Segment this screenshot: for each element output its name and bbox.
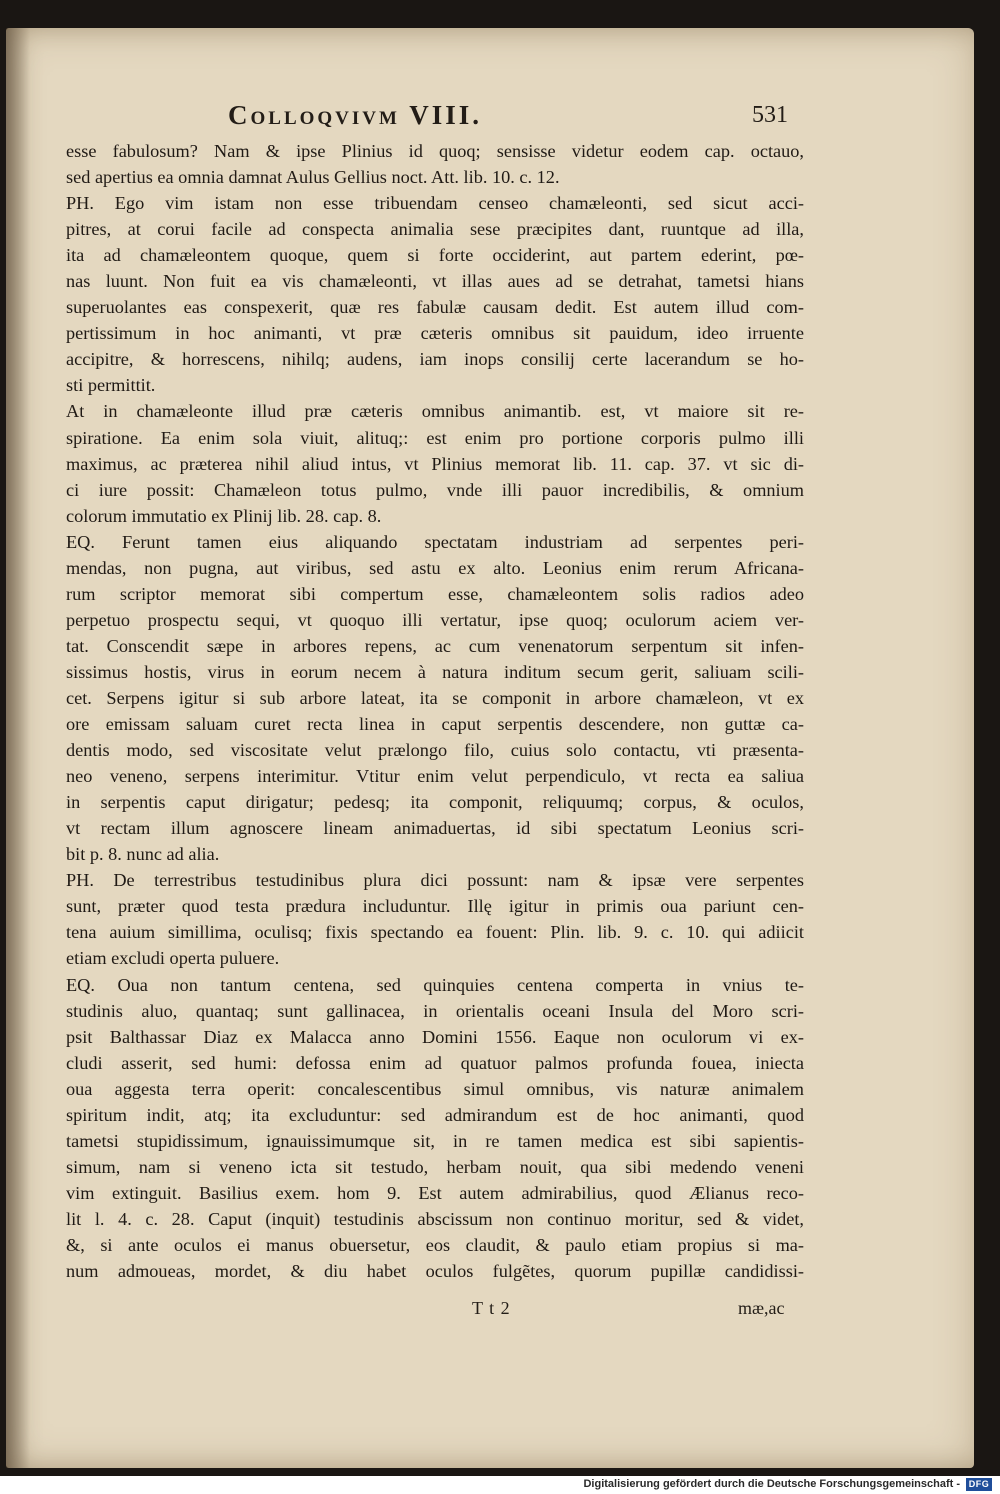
text-line: EQ. Oua non tantum centena, sed quinquies centena comperta in vnius te- [66, 974, 804, 995]
credit-text: Digitalisierung gefördert durch die Deutsche Forschungsgemeinschaft - [583, 1478, 960, 1490]
text-line: studinis aluo, quantaq; sunt gallinacea, in orientalis oceani Insula del Moro scri- [66, 1000, 804, 1021]
dfg-logo: DFG [966, 1478, 992, 1491]
text-line: PH. Ego vim istam non esse tribuendam censeo chamæleonti, sed sicut acci- [66, 193, 804, 214]
text-line: sti permittit. [66, 375, 156, 396]
text-line: psit Balthassar Diaz ex Malacca anno Domini 1556. Eaque non oculorum vi ex- [66, 1026, 804, 1047]
text-line: cet. Serpens igitur si sub arbore lateat, ita se componit in arbore chamæleon, vt ex [66, 687, 804, 708]
page-number: 531 [752, 102, 788, 128]
text-line: nas luunt. Non fuit ea vis chamæleonti, vt illas aues ad se detrahat, tametsi hians [66, 271, 804, 292]
text-line: vim extinguit. Basilius exem. hom 9. Est autem admirabilius, quod Ælianus reco- [66, 1182, 804, 1203]
text-line: num admoueas, mordet, & diu habet oculos fulgẽtes, quorum pupillæ candidissi- [66, 1261, 804, 1282]
text-line: PH. De terrestribus testudinibus plura dici possunt: nam & ipsæ vere serpentes [66, 870, 804, 891]
text-line: in serpentis caput dirigatur; pedesq; ita componit, reliquumq; corpus, & oculos, [66, 792, 804, 813]
text-line: tat. Conscendit sæpe in arbores repens, ac cum venenatorum serpentum sit infen- [66, 635, 804, 656]
text-line: etiam excludi operta puluere. [66, 948, 280, 969]
catchword: mæ,ac [738, 1298, 785, 1318]
text-line: mendas, non pugna, aut viribus, sed astu ex alto. Leonius enim rerum Africana- [66, 557, 804, 578]
page-header [0, 100, 1000, 140]
text-line: tena auium simillima, oculisq; fixis spectando ea fouent: Plin. lib. 9. c. 10. qui adiicit [66, 922, 804, 943]
text-line: sunt, præter quod testa prædura includuntur. Illę igitur in primis oua pariunt cen- [66, 896, 804, 917]
text-line: ore emissam saluam curet recta linea in caput serpentis descendere, non guttæ ca- [66, 714, 804, 735]
text-line: tametsi stupidissimum, ignauissimumque sit, in re tamen medica est sibi sapientis- [66, 1130, 804, 1151]
text-line: spiratione. Ea enim sola viuit, alituq;: est enim pro portione corporis pulmo illi [66, 427, 804, 448]
text-line: spiritum indit, atq; ita excluduntur: sed admirandum est de hoc animanti, quod [66, 1104, 804, 1125]
page-gutter-shadow [6, 28, 30, 1468]
text-line: sissimus hostis, virus in eorum necem à natura inditum secum gerit, saliuam scili- [66, 661, 804, 682]
running-head: Colloqvivm VIII. [228, 100, 482, 130]
text-line: neo veneno, serpens interimitur. Vtitur enim velut perpendiculo, vt recta ea saliua [66, 766, 804, 787]
text-line: accipitre, & horrescens, nihilq; audens, iam inops consilij certe lacerandum se ho- [66, 349, 804, 370]
text-line: colorum immutatio ex Plinij lib. 28. cap. 8. [66, 505, 382, 526]
text-line: maximus, ac præterea nihil aliud intus, vt Plinius memorat lib. 11. cap. 37. vt sic di- [66, 453, 804, 474]
text-line: vt rectam illum agnoscere lineam animaduertas, id sibi spectatum Leonius scri- [66, 818, 804, 839]
text-line: ita ad chamæleontem quoque, quem si forte occiderint, aut partem ederint, pœ- [66, 245, 804, 266]
text-line: cludi asserit, sed humi: defossa enim ad quatuor palmos profunda fouea, iniecta [66, 1052, 804, 1073]
text-line: oua aggesta terra operit: concalescentibus simul omnibus, vis naturæ animalem [66, 1078, 804, 1099]
text-line: pitres, at corui facile ad conspecta animalia sese præcipites dant, ruuntque ad illa, [66, 219, 804, 240]
text-line: simum, nam si veneno icta sit testudo, herbam nouit, qua sibi medendo veneni [66, 1156, 804, 1177]
credit-bar [0, 1476, 1000, 1494]
text-line: lit l. 4. c. 28. Caput (inquit) testudinis abscissum non continuo moritur, sed & videt, [66, 1208, 804, 1229]
page-footer [0, 1298, 1000, 1328]
text-line: rum scriptor memorat sibi compertum esse, chamæleontem solis radios adeo [66, 583, 804, 604]
text-line: At in chamæleonte illud præ cæteris omnibus animantib. est, vt maiore sit re- [66, 401, 804, 422]
text-line: sed apertius ea omnia damnat Aulus Gellius noct. Att. lib. 10. c. 12. [66, 167, 560, 188]
signature-mark: T t 2 [472, 1298, 511, 1318]
text-line: EQ. Ferunt tamen eius aliquando spectatam industriam ad serpentes peri- [66, 531, 804, 552]
text-line: esse fabulosum? Nam & ipse Plinius id quoq; sensisse videtur eodem cap. octauo, [66, 141, 804, 161]
text-line: pertissimum in hoc animanti, vt præ cæteris omnibus sit pauidum, ideo irruente [66, 323, 804, 344]
text-line: bit p. 8. nunc ad alia. [66, 844, 220, 865]
text-line: perpetuo prospectu sequi, vt quoquo illi vertatur, ipse quoq; oculorum aciem ver- [66, 609, 804, 630]
text-line: dentis modo, sed viscositate velut prælongo filo, cuius solo contactu, vti præsenta- [66, 740, 804, 761]
body-text [66, 138, 804, 1284]
text-line: ci iure possit: Chamæleon totus pulmo, vnde illi pauor incredibilis, & omnium [66, 479, 804, 500]
text-line: superuolantes eas conspexerit, quæ res fabulæ causam dedit. Est autem illud com- [66, 297, 804, 318]
text-line: &, si ante oculos ei manus obuersetur, eos claudit, & paulo etiam propius si ma- [66, 1234, 804, 1255]
